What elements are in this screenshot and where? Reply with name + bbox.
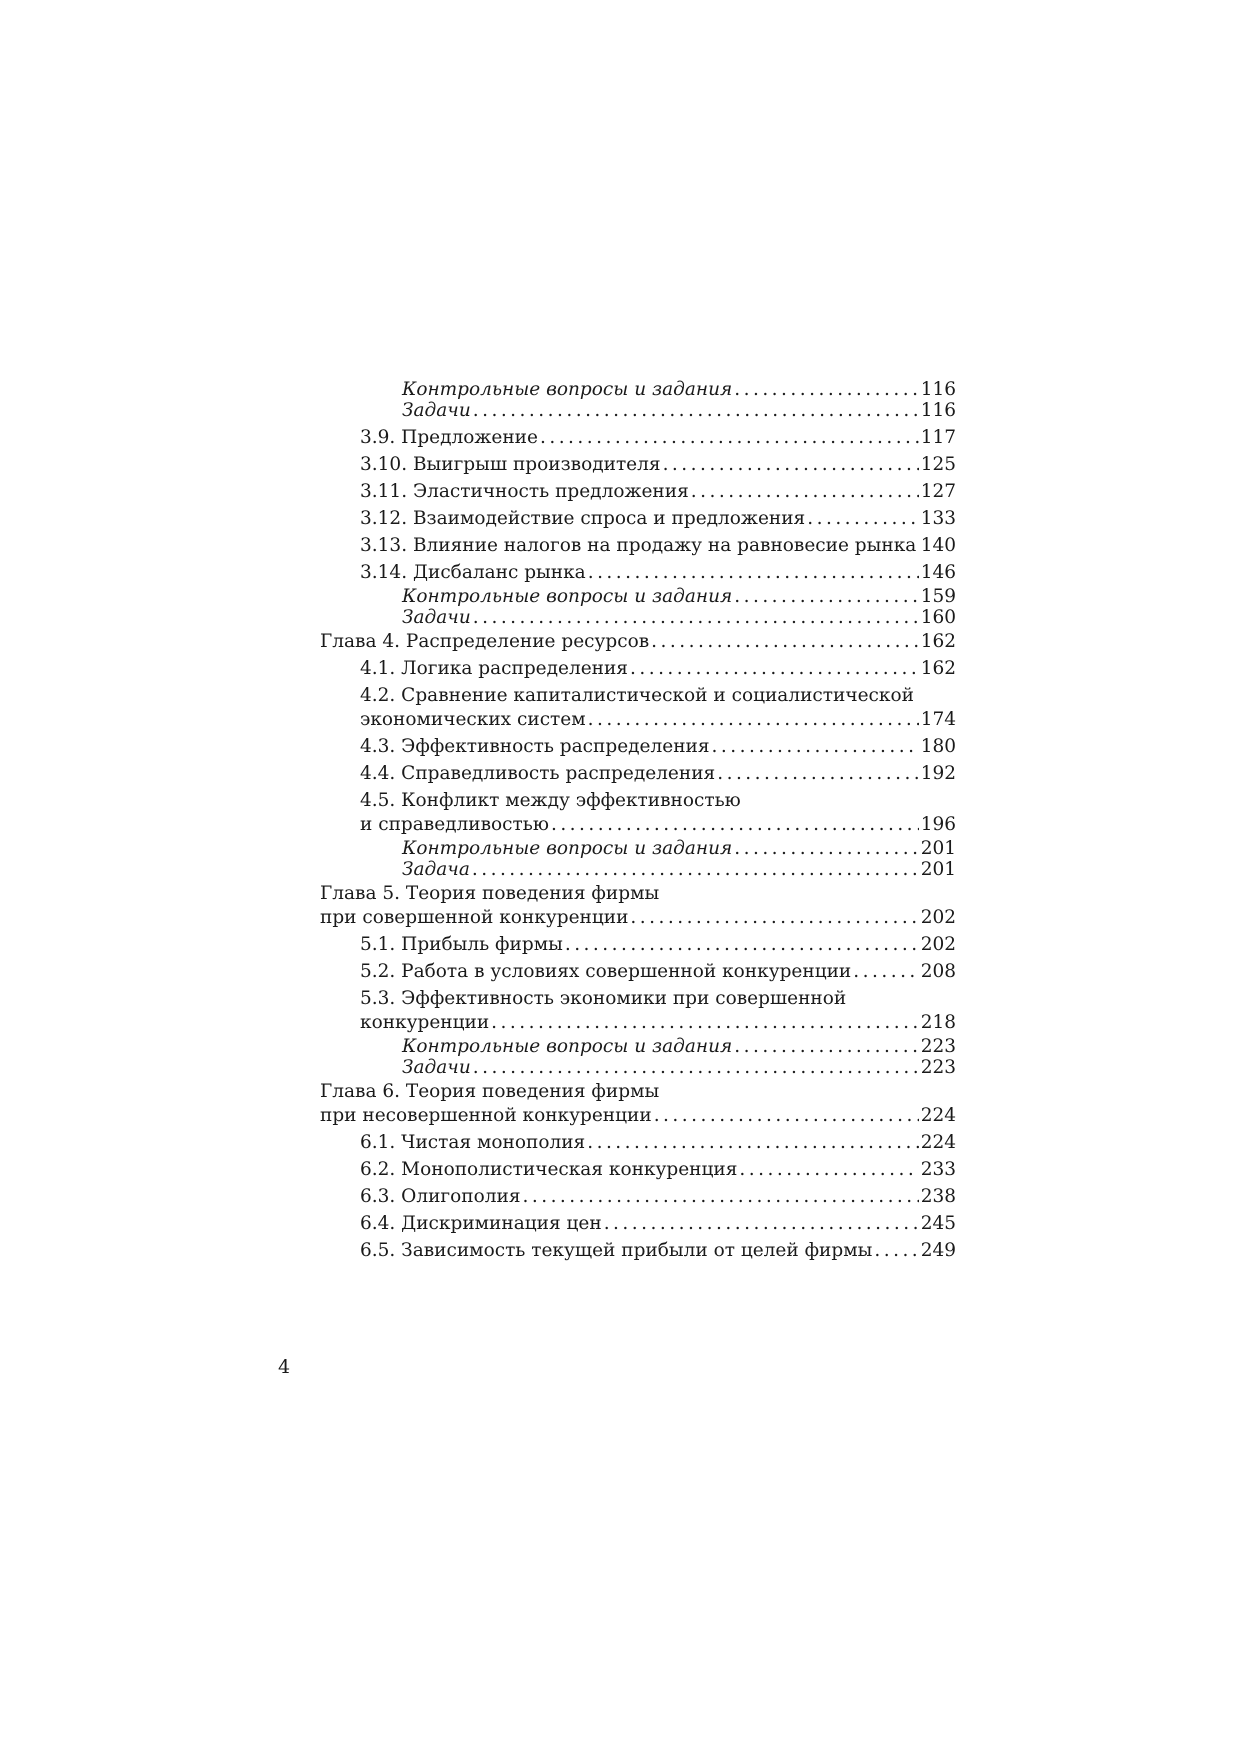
toc-subentry <box>320 858 956 882</box>
toc-entry-page: 117 <box>920 427 956 448</box>
toc-entry-title-line1: 4.2. Сравнение капиталистической и социалистической <box>360 685 914 706</box>
toc-section-entry <box>320 1158 956 1182</box>
dot-leader <box>739 1158 918 1182</box>
toc-entry-page: 202 <box>920 907 956 928</box>
toc-section-entry <box>320 426 956 450</box>
dot-leader <box>551 813 919 837</box>
toc-entry-page: 159 <box>920 586 956 607</box>
dot-leader <box>473 606 919 630</box>
toc-section-entry <box>320 789 956 837</box>
toc-entry-title: 6.5. Зависимость текущей прибыли от целей фирмы <box>360 1240 873 1261</box>
toc-entry-page: 218 <box>920 1012 956 1033</box>
table-of-contents <box>320 378 956 1263</box>
dot-leader <box>522 1185 918 1209</box>
toc-entry-page: 202 <box>920 934 956 955</box>
dot-leader <box>491 1011 919 1035</box>
dot-leader <box>663 453 919 477</box>
toc-entry-title: 6.3. Олигополия <box>360 1186 521 1207</box>
toc-entry-title: 3.9. Предложение <box>360 427 538 448</box>
toc-entry-page: 116 <box>920 400 956 421</box>
toc-entry-title: при несовершенной конкуренции <box>320 1105 652 1126</box>
dot-leader <box>587 1131 918 1155</box>
dot-leader <box>565 933 919 957</box>
toc-section-entry <box>320 684 956 732</box>
toc-chapter-entry <box>320 630 956 654</box>
toc-section-entry <box>320 1212 956 1236</box>
toc-entry-title: 5.2. Работа в условиях совершенной конкуренции <box>360 961 852 982</box>
toc-entry-title: 4.3. Эффективность распределения <box>360 736 710 757</box>
dot-leader <box>630 657 919 681</box>
toc-subentry <box>320 606 956 630</box>
toc-entry-title: и справедливостью <box>360 814 549 835</box>
toc-subentry <box>320 399 956 423</box>
toc-entry-title: Задача <box>402 859 470 880</box>
toc-entry-title: при совершенной конкуренции <box>320 907 629 928</box>
toc-section-entry <box>320 1185 956 1209</box>
toc-entry-page: 233 <box>920 1159 956 1180</box>
toc-section-entry <box>320 657 956 681</box>
toc-entry-title: 3.13. Влияние налогов на продажу на равновесие рынка <box>360 535 917 556</box>
toc-section-entry <box>320 762 956 786</box>
toc-entry-page: 180 <box>920 736 956 757</box>
dot-leader <box>540 426 919 450</box>
toc-entry-page: 162 <box>920 631 956 652</box>
toc-entry-title: Задачи <box>402 400 471 421</box>
toc-section-entry <box>320 735 956 759</box>
dot-leader <box>473 1056 919 1080</box>
toc-entry-title: Задачи <box>402 1057 471 1078</box>
toc-entry-page: 201 <box>920 859 956 880</box>
toc-entry-page: 140 <box>920 535 956 556</box>
toc-entry-title: Контрольные вопросы и задания <box>402 379 733 400</box>
toc-entry-page: 238 <box>920 1186 956 1207</box>
dot-leader <box>807 507 918 531</box>
toc-entry-page: 174 <box>920 709 956 730</box>
dot-leader <box>588 708 919 732</box>
toc-section-entry <box>320 480 956 504</box>
page-number: 4 <box>278 1356 291 1378</box>
toc-entry-title: Глава 4. Распределение ресурсов <box>320 631 650 652</box>
toc-entry-page: 125 <box>920 454 956 475</box>
dot-leader <box>712 735 919 759</box>
toc-chapter-entry <box>320 882 956 930</box>
dot-leader <box>473 399 919 423</box>
toc-entry-title: Контрольные вопросы и задания <box>402 838 733 859</box>
toc-entry-page: 116 <box>920 379 956 400</box>
toc-entry-title: 6.4. Дискриминация цен <box>360 1213 602 1234</box>
toc-section-entry <box>320 507 956 531</box>
toc-entry-title: конкуренции <box>360 1012 490 1033</box>
toc-section-entry <box>320 933 956 957</box>
toc-entry-title: 4.1. Логика распределения <box>360 658 628 679</box>
toc-entry-title: 3.10. Выигрыш производителя <box>360 454 661 475</box>
toc-section-entry <box>320 561 956 585</box>
toc-entry-page: 223 <box>920 1036 956 1057</box>
dot-leader <box>472 858 919 882</box>
toc-entry-title-line1: Глава 5. Теория поведения фирмы <box>320 883 660 904</box>
toc-chapter-entry <box>320 1080 956 1128</box>
toc-entry-page: 208 <box>920 961 956 982</box>
dot-leader <box>853 960 918 984</box>
toc-entry-page: 192 <box>920 763 956 784</box>
toc-entry-title: 3.11. Эластичность предложения <box>360 481 689 502</box>
toc-section-entry <box>320 534 956 558</box>
toc-entry-title: Задачи <box>402 607 471 628</box>
toc-entry-title: 3.12. Взаимодействие спроса и предложения <box>360 508 806 529</box>
toc-entry-page: 224 <box>920 1132 956 1153</box>
toc-entry-page: 201 <box>920 838 956 859</box>
dot-leader <box>717 762 918 786</box>
toc-entry-title: 6.2. Монополистическая конкуренция <box>360 1159 738 1180</box>
toc-entry-title: 5.1. Прибыль фирмы <box>360 934 563 955</box>
toc-entry-title-line1: 5.3. Эффективность экономики при совершенной <box>360 988 847 1009</box>
toc-entry-title: Контрольные вопросы и задания <box>402 1036 733 1057</box>
toc-entry-title: Контрольные вопросы и задания <box>402 586 733 607</box>
dot-leader <box>651 630 919 654</box>
toc-section-entry <box>320 1239 956 1263</box>
toc-entry-page: 160 <box>920 607 956 628</box>
toc-entry-page: 249 <box>920 1240 956 1261</box>
toc-section-entry <box>320 987 956 1035</box>
toc-entry-page: 162 <box>920 658 956 679</box>
toc-entry-page: 146 <box>920 562 956 583</box>
dot-leader <box>604 1212 919 1236</box>
dot-leader <box>654 1104 919 1128</box>
toc-entry-title-line1: 4.5. Конфликт между эффективностью <box>360 790 741 811</box>
toc-section-entry <box>320 960 956 984</box>
toc-entry-page: 133 <box>920 508 956 529</box>
toc-entry-page: 224 <box>920 1105 956 1126</box>
toc-entry-title: 6.1. Чистая монополия <box>360 1132 586 1153</box>
toc-entry-title: 3.14. Дисбаланс рынка <box>360 562 586 583</box>
dot-leader <box>691 480 919 504</box>
toc-entry-title: экономических систем <box>360 709 586 730</box>
toc-entry-page: 127 <box>920 481 956 502</box>
toc-entry-page: 223 <box>920 1057 956 1078</box>
dot-leader <box>588 561 919 585</box>
toc-section-entry <box>320 1131 956 1155</box>
dot-leader <box>630 906 918 930</box>
toc-subentry <box>320 1056 956 1080</box>
toc-section-entry <box>320 453 956 477</box>
toc-entry-page: 245 <box>920 1213 956 1234</box>
toc-entry-page: 196 <box>920 814 956 835</box>
dot-leader <box>874 1239 918 1263</box>
toc-entry-title: 4.4. Справедливость распределения <box>360 763 716 784</box>
toc-entry-title-line1: Глава 6. Теория поведения фирмы <box>320 1081 660 1102</box>
